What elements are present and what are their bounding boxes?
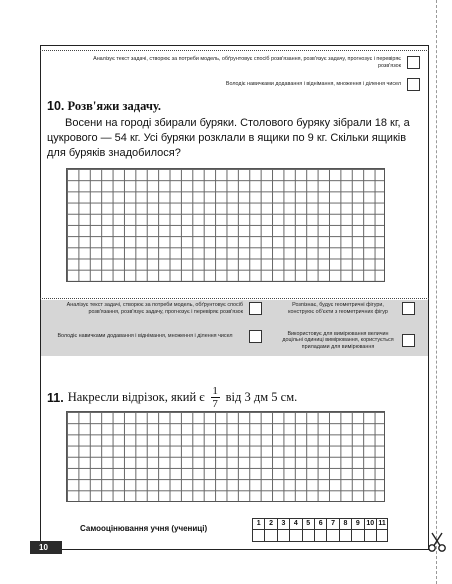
page-number: 10	[30, 541, 62, 554]
score-number: 4	[293, 520, 298, 527]
criterion-text: Використовує для вимірювання величин доцільні одиниці вимірювання, користується приладами для вимірювання	[282, 331, 394, 350]
fraction-numerator: 1	[212, 385, 218, 397]
criterion-checkbox[interactable]	[407, 78, 420, 91]
score-cell[interactable]	[364, 518, 376, 542]
fraction-denominator: 7	[212, 398, 218, 410]
task-11-heading	[47, 385, 297, 410]
fraction	[211, 385, 220, 410]
score-cell[interactable]	[326, 518, 338, 542]
criterion-text: Володіє навичками додавання і віднімання, множення і ділення чисел	[57, 333, 233, 340]
score-cell[interactable]	[339, 518, 351, 542]
task-10-heading	[47, 99, 161, 114]
task-11-text-after: від 3 дм 5 см.	[225, 390, 298, 404]
score-number: 11	[378, 520, 386, 527]
criterion-geometry	[280, 302, 422, 315]
criterion-arith	[60, 78, 420, 91]
answer-grid-10[interactable]	[66, 168, 385, 282]
task-number: 10.	[47, 99, 65, 113]
score-number: 2	[269, 520, 274, 527]
score-cell[interactable]	[264, 518, 276, 542]
task-11-text-before: Накресли відрізок, який є	[67, 390, 205, 404]
score-number: 5	[306, 520, 311, 527]
cut-line	[436, 0, 437, 584]
task-title: Розв'яжи задачу.	[67, 99, 162, 113]
answer-grid-11[interactable]	[66, 411, 385, 502]
criterion-checkbox[interactable]	[402, 334, 415, 347]
score-cell[interactable]	[376, 518, 388, 542]
self-assessment-table	[252, 518, 388, 542]
score-number: 1	[256, 520, 261, 527]
dotted-separator	[40, 298, 429, 299]
criterion-text: Аналізує текст задачі, створює за потреби модель, обґрунтовує спосіб розв'язання, розв'язує задачу, прогнозує і перевіряє розв'язок	[66, 302, 243, 315]
score-number: 6	[318, 520, 323, 527]
score-number: 10	[366, 520, 375, 527]
score-number: 8	[343, 520, 348, 527]
criterion-text: Розпізнає, будує геометричні фігури, конструює об'єкти з геометричних фігур	[288, 302, 388, 315]
score-cell[interactable]	[289, 518, 301, 542]
criterion-checkbox[interactable]	[249, 302, 262, 315]
score-number: 7	[331, 520, 335, 527]
criterion-checkbox[interactable]	[249, 330, 262, 343]
score-cell[interactable]	[252, 518, 264, 542]
criterion-analyze	[60, 56, 420, 69]
score-cell[interactable]	[277, 518, 289, 542]
task-number: 11.	[47, 390, 64, 405]
criterion-measure	[280, 331, 422, 350]
score-cell[interactable]	[351, 518, 363, 542]
task-10-text: Восени на городі збирали буряки. Столового буряку зібрали 18 кг, а цукрового — 54 кг. Усі буряки розклали в ящики по 9 кг. Скільки ящиків для буряків знадобилося?	[47, 117, 410, 159]
criterion-checkbox[interactable]	[402, 302, 415, 315]
criterion-analyze	[47, 302, 267, 315]
criterion-arith	[47, 330, 267, 343]
score-number: 9	[355, 520, 360, 527]
score-number: 3	[281, 520, 286, 527]
scissors-icon	[426, 531, 448, 553]
dotted-separator	[40, 50, 429, 51]
criterion-text: Аналізує текст задачі, створює за потреби модель, обґрунтовує спосіб розв'язання, розв'язує задачу, прогнозує і перевіряє розв'язок	[93, 56, 401, 69]
criterion-text: Володіє навичками додавання і віднімання, множення і ділення чисел	[225, 81, 401, 88]
self-assessment-label: Самооцінювання учня (учениці)	[80, 524, 208, 533]
score-cell[interactable]	[302, 518, 314, 542]
criterion-checkbox[interactable]	[407, 56, 420, 69]
score-cell[interactable]	[314, 518, 326, 542]
